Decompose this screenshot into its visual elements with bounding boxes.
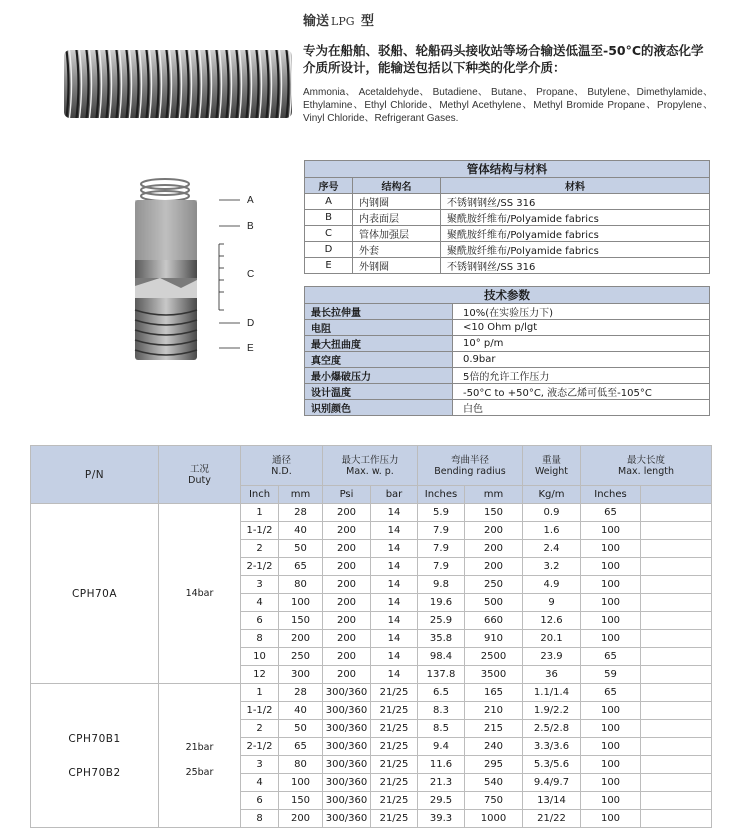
cell-inch: 8 <box>241 630 279 648</box>
cell: C <box>305 226 353 242</box>
cell-psi: 200 <box>323 540 371 558</box>
blank-cell <box>641 756 712 774</box>
cell-len: 100 <box>581 576 641 594</box>
cell-psi: 200 <box>323 666 371 684</box>
cell-len: 65 <box>581 504 641 522</box>
cell-mm: 65 <box>279 738 323 756</box>
cell-br-in: 5.9 <box>418 504 465 522</box>
cell: 聚酰胺纤维布/Polyamide fabrics <box>441 210 710 226</box>
cell-bar: 14 <box>371 630 418 648</box>
blank-cell <box>641 774 712 792</box>
cell-mm: 28 <box>279 684 323 702</box>
cell-bar: 14 <box>371 558 418 576</box>
cell-len: 100 <box>581 540 641 558</box>
duty-25bar: 25bar <box>185 766 214 778</box>
cell-wt: 2.4 <box>523 540 581 558</box>
cell-br-in: 8.3 <box>418 702 465 720</box>
cell-wt: 12.6 <box>523 612 581 630</box>
cell-mm: 80 <box>279 576 323 594</box>
blank-cell <box>641 540 712 558</box>
cell: 外套 <box>353 242 441 258</box>
cell: B <box>305 210 353 226</box>
unit-header: Kg/m <box>523 486 581 504</box>
cell-bar: 14 <box>371 540 418 558</box>
table-row <box>305 368 710 384</box>
col-header: 结构名 <box>353 178 441 194</box>
cell-br-in: 11.6 <box>418 756 465 774</box>
cell-psi: 200 <box>323 648 371 666</box>
diagram-label-c: C <box>247 269 255 280</box>
cell-bar: 14 <box>371 522 418 540</box>
nd-header: 通径 N.D. <box>241 446 323 486</box>
cell-br-in: 7.9 <box>418 522 465 540</box>
cell-wt: 13/14 <box>523 792 581 810</box>
cell: 聚酰胺纤维布/Polyamide fabrics <box>441 242 710 258</box>
tech-table-title: 技术参数 <box>305 287 710 304</box>
cell-br-mm: 295 <box>465 756 523 774</box>
cell-mm: 80 <box>279 756 323 774</box>
bend-radius-header: 弯曲半径 Bending radius <box>418 446 523 486</box>
cell-len: 100 <box>581 702 641 720</box>
cell-br-in: 137.8 <box>418 666 465 684</box>
cell-bar: 14 <box>371 648 418 666</box>
cell-wt: 1.6 <box>523 522 581 540</box>
cell-wt: 9.4/9.7 <box>523 774 581 792</box>
cell-inch: 4 <box>241 774 279 792</box>
table-row <box>305 258 710 274</box>
cell-mm: 300 <box>279 666 323 684</box>
cell-br-in: 21.3 <box>418 774 465 792</box>
unit-header: Inches <box>581 486 641 504</box>
param-value: -50°C to +50°C, 液态乙烯可低至-105°C <box>453 384 710 400</box>
cell-br-in: 8.5 <box>418 720 465 738</box>
cell-wt: 0.9 <box>523 504 581 522</box>
blank-cell <box>641 810 712 828</box>
cell-len: 100 <box>581 756 641 774</box>
cell-wt: 2.5/2.8 <box>523 720 581 738</box>
cell-br-mm: 500 <box>465 594 523 612</box>
cell-psi: 300/360 <box>323 792 371 810</box>
cell-len: 59 <box>581 666 641 684</box>
blank-cell <box>641 612 712 630</box>
intro-text: 专为在船舶、驳船、轮船码头接收站等场合输送低温至-50°C的液态化学介质所设计，能输送包括以下种类的化学介质： <box>303 43 704 75</box>
wp-header: 最大工作压力 Max. w. p. <box>323 446 418 486</box>
param-value: 白色 <box>453 400 710 416</box>
cell-inch: 1-1/2 <box>241 522 279 540</box>
param-value: 10° p/m <box>453 336 710 352</box>
pn-cph70b2: CPH70B2 <box>68 766 121 779</box>
cell-bar: 21/25 <box>371 720 418 738</box>
cell-br-mm: 200 <box>465 522 523 540</box>
cell-mm: 65 <box>279 558 323 576</box>
table-row <box>305 242 710 258</box>
cell-br-mm: 660 <box>465 612 523 630</box>
cell-psi: 300/360 <box>323 774 371 792</box>
cell-inch: 3 <box>241 756 279 774</box>
param-key: 电阻 <box>305 320 453 336</box>
diagram-label-a: A <box>247 195 254 206</box>
cell-psi: 200 <box>323 594 371 612</box>
page-title <box>303 10 374 29</box>
title-suffix: 型 <box>361 14 375 29</box>
cell-br-in: 7.9 <box>418 540 465 558</box>
cell-mm: 200 <box>279 630 323 648</box>
param-key: 最小爆破压力 <box>305 368 453 384</box>
blank-cell <box>641 504 712 522</box>
cell-wt: 5.3/5.6 <box>523 756 581 774</box>
cell-mm: 40 <box>279 702 323 720</box>
cell-mm: 40 <box>279 522 323 540</box>
cell-br-mm: 240 <box>465 738 523 756</box>
cell-psi: 300/360 <box>323 702 371 720</box>
cell-wt: 3.2 <box>523 558 581 576</box>
unit-header: Psi <box>323 486 371 504</box>
blank-cell <box>641 792 712 810</box>
cell-br-mm: 215 <box>465 720 523 738</box>
unit-header: mm <box>465 486 523 504</box>
cell-inch: 2-1/2 <box>241 558 279 576</box>
cell-psi: 200 <box>323 522 371 540</box>
cell-mm: 50 <box>279 540 323 558</box>
table-row <box>305 384 710 400</box>
unit-header: bar <box>371 486 418 504</box>
cell-psi: 200 <box>323 576 371 594</box>
cell-mm: 100 <box>279 774 323 792</box>
cell-br-in: 7.9 <box>418 558 465 576</box>
cell-br-mm: 3500 <box>465 666 523 684</box>
param-value: 5倍的允许工作压力 <box>453 368 710 384</box>
cell-bar: 14 <box>371 594 418 612</box>
cell-inch: 2-1/2 <box>241 738 279 756</box>
cell: 不锈钢钢丝/SS 316 <box>441 258 710 274</box>
diagram-label-d: D <box>247 318 255 329</box>
cell-bar: 14 <box>371 576 418 594</box>
cell-bar: 14 <box>371 504 418 522</box>
cell: 聚酰胺纤维布/Polyamide fabrics <box>441 226 710 242</box>
cell-len: 100 <box>581 774 641 792</box>
cell-bar: 21/25 <box>371 684 418 702</box>
cell-len: 100 <box>581 810 641 828</box>
table-row <box>305 400 710 416</box>
cell-psi: 300/360 <box>323 756 371 774</box>
param-value: 0.9bar <box>453 352 710 368</box>
duty-21bar: 21bar <box>185 741 214 753</box>
cell-inch: 6 <box>241 792 279 810</box>
cell-len: 100 <box>581 594 641 612</box>
table-row <box>305 226 710 242</box>
cell-len: 100 <box>581 522 641 540</box>
title-lpg: LPG <box>331 15 355 28</box>
cell-mm: 28 <box>279 504 323 522</box>
cell-br-mm: 250 <box>465 576 523 594</box>
structure-table <box>304 160 710 274</box>
cell-bar: 21/25 <box>371 702 418 720</box>
param-key: 最大扭曲度 <box>305 336 453 352</box>
cell-inch: 12 <box>241 666 279 684</box>
cell-len: 100 <box>581 792 641 810</box>
table-row <box>305 336 710 352</box>
param-key: 最长拉伸量 <box>305 304 453 320</box>
diagram-label-b: B <box>247 221 254 232</box>
cell-len: 100 <box>581 738 641 756</box>
blank-cell <box>641 594 712 612</box>
blank-cell <box>641 576 712 594</box>
blank-cell <box>641 702 712 720</box>
cell-psi: 300/360 <box>323 810 371 828</box>
cell-br-mm: 540 <box>465 774 523 792</box>
blank-cell <box>641 738 712 756</box>
cell-br-in: 9.8 <box>418 576 465 594</box>
cell-br-mm: 2500 <box>465 648 523 666</box>
tech-params-table <box>304 286 710 416</box>
diagram-label-e: E <box>247 343 254 354</box>
cell-bar: 21/25 <box>371 738 418 756</box>
col-header: 序号 <box>305 178 353 194</box>
cell-psi: 200 <box>323 630 371 648</box>
blank-cell <box>641 684 712 702</box>
hose-photo <box>64 46 292 122</box>
table-row <box>305 210 710 226</box>
cell-inch: 10 <box>241 648 279 666</box>
cell-wt: 3.3/3.6 <box>523 738 581 756</box>
blank-cell <box>641 558 712 576</box>
cell-bar: 21/25 <box>371 792 418 810</box>
title-prefix: 输送 <box>303 14 330 29</box>
unit-header: Inch <box>241 486 279 504</box>
cell-br-in: 29.5 <box>418 792 465 810</box>
param-value: 10%(在实验压力下) <box>453 304 710 320</box>
blank-cell <box>641 720 712 738</box>
cell-mm: 50 <box>279 720 323 738</box>
cell-inch: 3 <box>241 576 279 594</box>
param-key: 识别颜色 <box>305 400 453 416</box>
cell-br-mm: 165 <box>465 684 523 702</box>
cell-len: 100 <box>581 558 641 576</box>
duty-21-25bar <box>159 684 241 828</box>
unit-header: mm <box>279 486 323 504</box>
cell-mm: 150 <box>279 792 323 810</box>
cell-inch: 2 <box>241 720 279 738</box>
cell: A <box>305 194 353 210</box>
cell-bar: 14 <box>371 666 418 684</box>
cell: 外钢圈 <box>353 258 441 274</box>
table-row <box>305 194 710 210</box>
cell-inch: 1-1/2 <box>241 702 279 720</box>
cell-br-in: 98.4 <box>418 648 465 666</box>
cell: 内表面层 <box>353 210 441 226</box>
cell-mm: 150 <box>279 612 323 630</box>
cell: 管体加强层 <box>353 226 441 242</box>
pn-cph70b <box>31 684 159 828</box>
cell-inch: 4 <box>241 594 279 612</box>
cell-bar: 21/25 <box>371 756 418 774</box>
pn-cph70a: CPH70A <box>31 504 159 684</box>
cell-len: 100 <box>581 630 641 648</box>
table-row <box>31 504 712 522</box>
cell-inch: 6 <box>241 612 279 630</box>
cell-mm: 250 <box>279 648 323 666</box>
blank-cell <box>641 486 712 504</box>
cell: E <box>305 258 353 274</box>
cell: 不锈钢钢丝/SS 316 <box>441 194 710 210</box>
duty-14bar: 14bar <box>159 504 241 684</box>
cell-len: 100 <box>581 612 641 630</box>
param-value: <10 Ohm p/lgt <box>453 320 710 336</box>
param-key: 真空度 <box>305 352 453 368</box>
cell-inch: 1 <box>241 684 279 702</box>
cell-br-in: 19.6 <box>418 594 465 612</box>
unit-header: Inches <box>418 486 465 504</box>
cell-mm: 200 <box>279 810 323 828</box>
table-row <box>305 320 710 336</box>
param-key: 设计温度 <box>305 384 453 400</box>
cell-wt: 1.9/2.2 <box>523 702 581 720</box>
cell-wt: 21/22 <box>523 810 581 828</box>
cell-inch: 1 <box>241 504 279 522</box>
cell-psi: 200 <box>323 612 371 630</box>
product-table <box>30 445 712 828</box>
cell-len: 100 <box>581 720 641 738</box>
cell-psi: 300/360 <box>323 684 371 702</box>
cell-psi: 300/360 <box>323 720 371 738</box>
table-row <box>305 352 710 368</box>
cell-bar: 21/25 <box>371 810 418 828</box>
cell: 内钢圈 <box>353 194 441 210</box>
cell-br-in: 35.8 <box>418 630 465 648</box>
max-length-header: 最大长度 Max. length <box>581 446 712 486</box>
cell-wt: 36 <box>523 666 581 684</box>
cell-br-in: 9.4 <box>418 738 465 756</box>
cell-wt: 4.9 <box>523 576 581 594</box>
table-row <box>31 684 712 702</box>
inner-coil-icon <box>141 179 189 201</box>
cell-mm: 100 <box>279 594 323 612</box>
cell-len: 65 <box>581 648 641 666</box>
cell-br-mm: 1000 <box>465 810 523 828</box>
table-row <box>305 304 710 320</box>
blank-cell <box>641 666 712 684</box>
cell: D <box>305 242 353 258</box>
cell-inch: 8 <box>241 810 279 828</box>
cell-br-mm: 750 <box>465 792 523 810</box>
cell-br-mm: 910 <box>465 630 523 648</box>
weight-header: 重量 Weight <box>523 446 581 486</box>
cell-bar: 21/25 <box>371 774 418 792</box>
cell-psi: 300/360 <box>323 738 371 756</box>
cell-inch: 2 <box>241 540 279 558</box>
cell-wt: 20.1 <box>523 630 581 648</box>
chemicals-list: Ammonia、 Acetaldehyde、 Butadiene、 Butane、 Propane、 Butylene、Dimethylamide、Ethylamine、Ethyl Chloride、Methyl Acethylene、Methyl Bromide Propane、Propylene、Vinyl Chloride、Refrigerant Gases. <box>303 87 713 124</box>
pn-header: P/N <box>31 446 159 504</box>
blank-cell <box>641 648 712 666</box>
col-header: 材料 <box>441 178 710 194</box>
cell-br-in: 25.9 <box>418 612 465 630</box>
cell-br-in: 6.5 <box>418 684 465 702</box>
duty-header: 工况 Duty <box>159 446 241 504</box>
blank-cell <box>641 630 712 648</box>
cell-wt: 23.9 <box>523 648 581 666</box>
cell-br-mm: 150 <box>465 504 523 522</box>
cell-br-mm: 200 <box>465 540 523 558</box>
cell-psi: 200 <box>323 558 371 576</box>
cell-bar: 14 <box>371 612 418 630</box>
pn-cph70b1: CPH70B1 <box>68 732 121 745</box>
structure-table-title: 管体结构与材料 <box>305 161 710 178</box>
cell-br-mm: 200 <box>465 558 523 576</box>
hose-structure-diagram <box>125 170 265 370</box>
cell-psi: 200 <box>323 504 371 522</box>
cell-br-mm: 210 <box>465 702 523 720</box>
cell-br-in: 39.3 <box>418 810 465 828</box>
blank-cell <box>641 522 712 540</box>
cell-len: 65 <box>581 684 641 702</box>
cell-wt: 9 <box>523 594 581 612</box>
cell-wt: 1.1/1.4 <box>523 684 581 702</box>
